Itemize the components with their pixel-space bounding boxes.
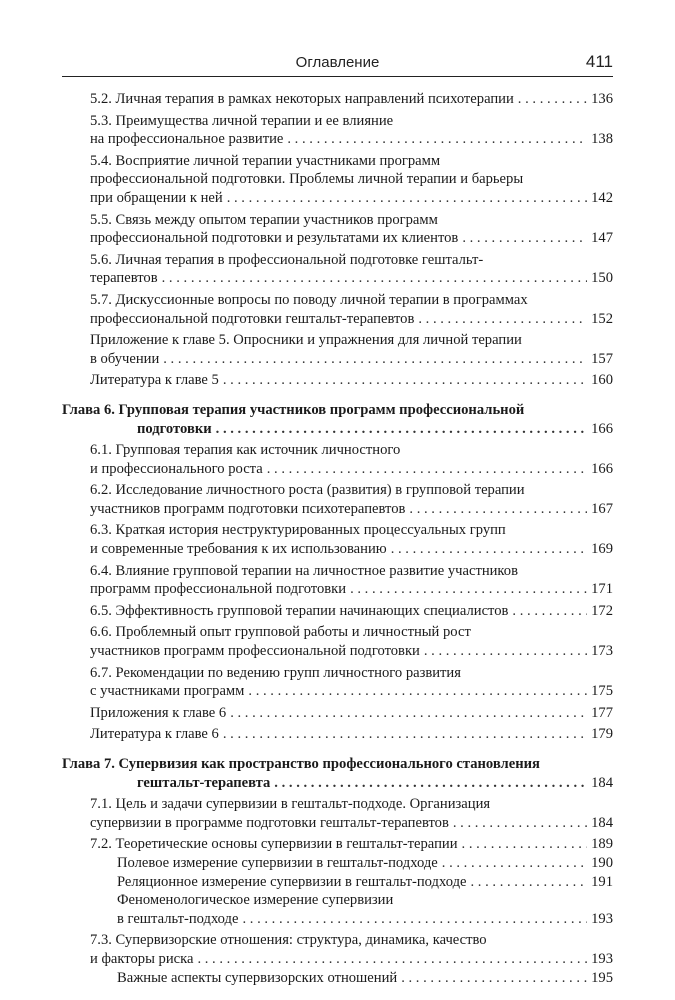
toc-entry-title: супервизии в программе подготовки гештальт-терапевтов — [90, 814, 449, 831]
toc-entry — [62, 371, 613, 390]
spacer — [62, 390, 613, 401]
toc-entry-title: 7.2. Теоретические основы супервизии в гештальт-терапии — [90, 836, 458, 853]
toc-entry-last-line — [90, 229, 613, 248]
toc-entry-last-line — [90, 269, 613, 288]
toc-entry-line: 7.1. Цель и задачи супервизии в гештальт-подходе. Организация — [90, 796, 491, 813]
toc-page-number: 179 — [591, 726, 613, 743]
toc-entry-title: и профессионального роста — [90, 460, 263, 477]
dot-leader — [162, 269, 587, 288]
toc-entry-title: в гештальт-подходе — [117, 910, 239, 927]
dot-leader — [197, 950, 587, 969]
dot-leader — [471, 873, 588, 892]
toc-entry-last-line — [117, 910, 613, 929]
toc-entry — [62, 152, 613, 208]
toc-entry — [62, 931, 613, 968]
toc-page-number: 138 — [591, 131, 613, 148]
toc-entry — [62, 112, 613, 149]
toc-entry-last-line — [90, 90, 613, 109]
toc-page-number: 177 — [591, 704, 613, 721]
toc-entry-line: 6.7. Рекомендации по ведению групп личностного развития — [90, 664, 461, 681]
table-of-contents — [62, 90, 613, 987]
toc-entry — [62, 211, 613, 248]
toc-entry-last-line — [90, 460, 613, 479]
toc-page-number: 195 — [591, 969, 613, 986]
toc-entry-title: 5.2. Личная терапия в рамках некоторых направлений психотерапии — [90, 91, 514, 107]
toc-entry-line: 5.4. Восприятие личной терапии участниками программ — [90, 152, 441, 169]
toc-entry-line: профессиональной подготовки. Проблемы личной терапии и барьеры — [90, 171, 524, 188]
toc-entry-line: 6.1. Групповая терапия как источник личностного — [90, 442, 401, 459]
toc-entry-line: 5.3. Преимущества личной терапии и ее влияние — [90, 112, 394, 129]
toc-entry — [62, 602, 613, 621]
dot-leader — [227, 189, 587, 208]
toc-entry-line: Приложение к главе 5. Опросники и упражнения для личной терапии — [90, 332, 522, 349]
toc-entry-last-line — [90, 540, 613, 559]
dot-leader — [418, 310, 587, 329]
header-title: Оглавление — [295, 54, 380, 71]
toc-page-number: 157 — [591, 350, 613, 367]
toc-entry-last-line — [90, 835, 613, 854]
toc-page-number: 184 — [591, 814, 613, 831]
toc-entry-line: 5.5. Связь между опытом терапии участников программ — [90, 211, 438, 228]
toc-entry-last-line — [90, 642, 613, 661]
dot-leader — [248, 682, 587, 701]
toc-page-number: 189 — [591, 836, 613, 853]
toc-entry — [62, 725, 613, 744]
toc-entry-title: 6.5. Эффективность групповой терапии начинающих специалистов — [90, 602, 509, 619]
toc-entry — [62, 291, 613, 328]
toc-page-number: 152 — [591, 310, 613, 327]
toc-entry-last-line — [90, 189, 613, 208]
toc-entry-title: Важные аспекты супервизорских отношений — [117, 969, 398, 986]
toc-entry — [62, 873, 613, 892]
toc-entry-last-line — [90, 725, 613, 744]
toc-entry-last-line — [90, 704, 613, 723]
dot-leader — [424, 642, 587, 661]
toc-entry — [62, 664, 613, 701]
dot-leader — [453, 814, 587, 833]
toc-entry-title: подготовки — [137, 420, 212, 437]
running-header — [62, 52, 613, 77]
toc-page-number: 190 — [591, 854, 613, 871]
toc-entry-title: участников программ профессиональной подготовки — [90, 643, 420, 660]
toc-page-number: 175 — [591, 683, 613, 700]
toc-page-number: 171 — [591, 581, 613, 598]
toc-entry-title: Полевое измерение супервизии в гештальт-подходе — [117, 854, 438, 871]
toc-entry-last-line — [117, 969, 613, 988]
dot-leader — [350, 580, 587, 599]
toc-entry-last-line — [62, 420, 613, 439]
dot-leader — [512, 602, 587, 621]
toc-page-number: 191 — [591, 873, 613, 890]
toc-page-number: 147 — [591, 230, 613, 247]
toc-page-number: 160 — [591, 372, 613, 389]
toc-entry-title: программ профессиональной подготовки — [90, 581, 347, 598]
toc-page-number: 166 — [591, 460, 613, 477]
dot-leader — [267, 460, 587, 479]
toc-entry — [62, 90, 613, 109]
toc-entry-title: с участниками программ — [90, 683, 245, 700]
toc-entry-title: и факторы риска — [90, 950, 194, 967]
dot-leader — [163, 350, 587, 369]
toc-entry — [62, 704, 613, 723]
toc-page-number: 184 — [591, 774, 613, 791]
toc-entry-last-line — [90, 130, 613, 149]
dot-leader — [223, 371, 587, 390]
toc-entry-title: гештальт-терапевта — [137, 774, 271, 791]
dot-leader — [223, 725, 587, 744]
toc-page-number: 193 — [591, 910, 613, 927]
toc-entry-line: 6.6. Проблемный опыт групповой работы и личностный рост — [90, 624, 471, 641]
dot-leader — [230, 704, 587, 723]
toc-entry-last-line — [90, 371, 613, 390]
toc-entry-last-line — [90, 310, 613, 329]
toc-page-number: 167 — [591, 500, 613, 517]
toc-entry-title: Литература к главе 6 — [90, 726, 219, 743]
toc-entry-title: Реляционное измерение супервизии в гештальт-подходе — [117, 873, 467, 890]
dot-leader — [442, 854, 587, 873]
toc-entry-line: 6.4. Влияние групповой терапии на личностное развитие участников — [90, 562, 518, 579]
dot-leader — [287, 130, 587, 149]
dot-leader — [462, 229, 587, 248]
dot-leader — [462, 835, 588, 854]
page-number: 411 — [585, 52, 613, 71]
toc-page-number: 150 — [591, 270, 613, 287]
toc-entry — [62, 562, 613, 599]
toc-entry — [62, 623, 613, 660]
toc-entry-line: 6.3. Краткая история неструктурированных процессуальных групп — [90, 522, 506, 539]
toc-chapter-entry — [62, 755, 613, 792]
spacer — [62, 744, 613, 755]
dot-leader — [409, 500, 587, 519]
toc-entry — [62, 481, 613, 518]
toc-entry-title: участников программ подготовки психотерапевтов — [90, 500, 406, 517]
toc-entry — [62, 331, 613, 368]
toc-entry-line: Глава 6. Групповая терапия участников программ профессиональной — [62, 401, 525, 418]
toc-entry-title: профессиональной подготовки гештальт-терапевтов — [90, 310, 415, 327]
dot-leader — [518, 90, 587, 109]
toc-entry-last-line — [117, 854, 613, 873]
toc-page-number: 172 — [591, 602, 613, 619]
toc-entry — [62, 251, 613, 288]
toc-entry — [62, 441, 613, 478]
toc-entry-last-line — [90, 814, 613, 833]
toc-entry — [62, 835, 613, 854]
toc-page-number: 166 — [591, 420, 613, 437]
toc-entry-title: Приложения к главе 6 — [90, 704, 227, 721]
toc-entry-title: при обращении к ней — [90, 189, 223, 206]
toc-page-number: 142 — [591, 189, 613, 206]
toc-entry-title: в обучении — [90, 350, 160, 367]
toc-entry — [62, 521, 613, 558]
dot-leader — [242, 910, 587, 929]
dot-leader — [216, 420, 587, 439]
toc-entry — [62, 969, 613, 988]
dot-leader — [401, 969, 587, 988]
toc-entry-title: терапевтов — [90, 270, 158, 287]
dot-leader — [274, 774, 587, 793]
toc-entry-line: 5.7. Дискуссионные вопросы по поводу личной терапии в программах — [90, 291, 528, 308]
toc-entry-last-line — [62, 774, 613, 793]
toc-entry-title: на профессиональное развитие — [90, 131, 284, 148]
toc-entry — [62, 795, 613, 832]
toc-entry-last-line — [90, 682, 613, 701]
toc-entry-last-line — [90, 950, 613, 969]
toc-page-number: 173 — [591, 643, 613, 660]
toc-entry-line: Феноменологическое измерение супервизии — [117, 892, 394, 909]
toc-entry — [62, 854, 613, 873]
toc-entry-last-line — [90, 350, 613, 369]
toc-entry-line: Глава 7. Супервизия как пространство профессионального становления — [62, 756, 540, 772]
toc-entry-title: Литература к главе 5 — [90, 372, 219, 389]
toc-entry — [62, 891, 613, 928]
toc-entry-line: 7.3. Супервизорские отношения: структура, динамика, качество — [90, 932, 487, 949]
toc-page-number: 136 — [591, 91, 613, 107]
toc-entry-title: и современные требования к их использованию — [90, 541, 387, 558]
toc-entry-last-line — [90, 602, 613, 621]
toc-entry-last-line — [117, 873, 613, 892]
toc-entry-last-line — [90, 500, 613, 519]
toc-chapter-entry — [62, 401, 613, 438]
toc-entry-last-line — [90, 580, 613, 599]
dot-leader — [391, 540, 587, 559]
toc-entry-title: профессиональной подготовки и результатами их клиентов — [90, 230, 459, 247]
toc-page-number: 169 — [591, 541, 613, 558]
toc-entry-line: 6.2. Исследование личностного роста (развития) в групповой терапии — [90, 482, 525, 499]
toc-page-number: 193 — [591, 950, 613, 967]
toc-entry-line: 5.6. Личная терапия в профессиональной подготовке гештальт- — [90, 251, 484, 268]
